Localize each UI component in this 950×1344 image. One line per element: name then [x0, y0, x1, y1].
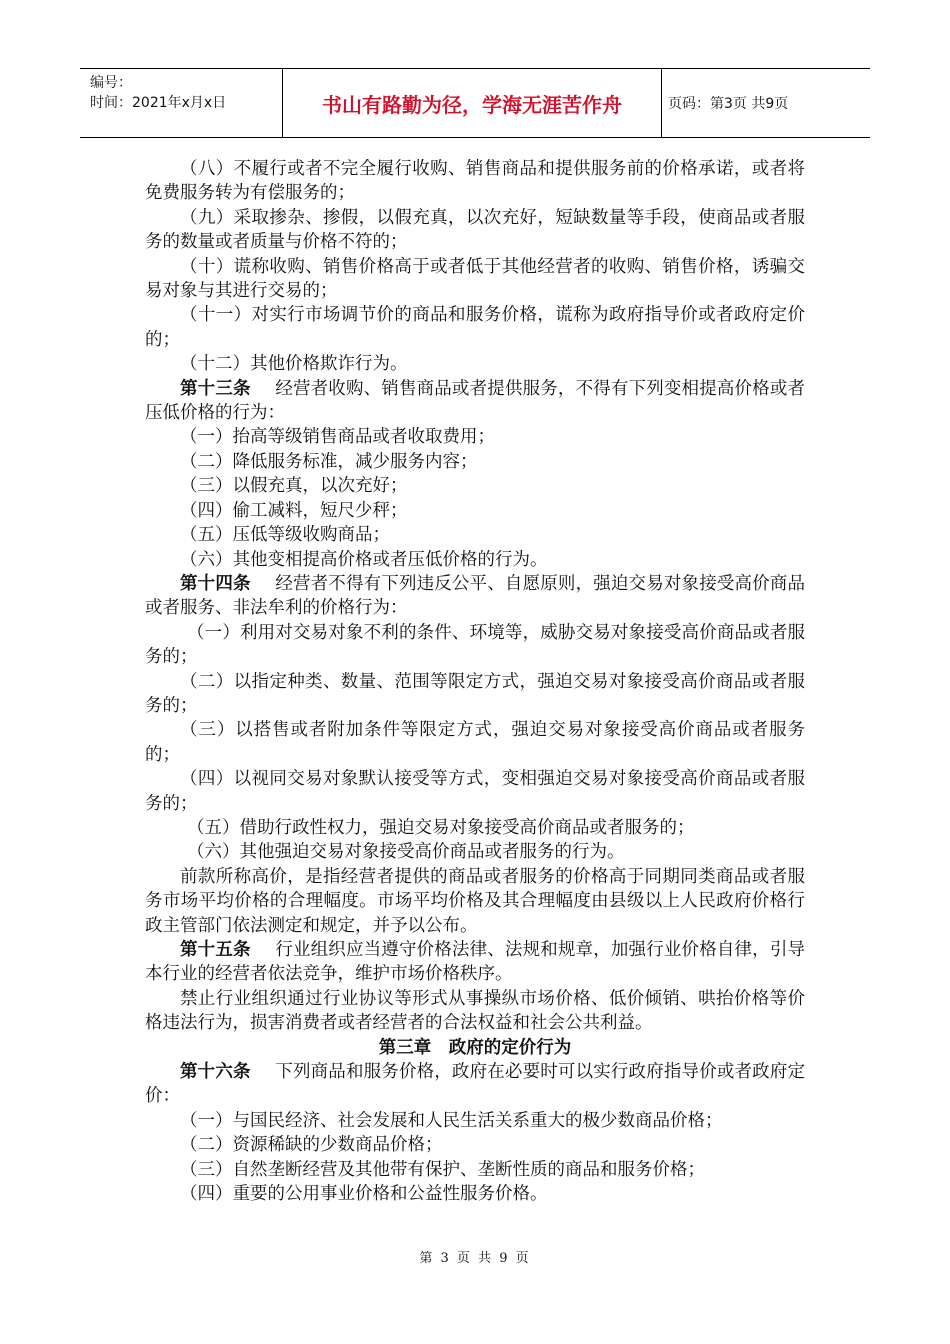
page-footer: 第 3 页 共 9 页	[419, 1251, 531, 1266]
article-16-text: 下列商品和服务价格，政府在必要时可以实行政府指导价或者政府定价：	[145, 1062, 806, 1107]
article-15-title: 第十五条	[180, 940, 251, 960]
document-date: 时间：2021年x月x日	[90, 95, 227, 111]
header-meta	[80, 69, 283, 137]
clause-8: （八）不履行或者不完全履行收购、销售商品和提供服务前的价格承诺，或者将免费服务转为有偿服务的；	[145, 159, 805, 204]
article-14	[145, 572, 805, 621]
article-13	[145, 377, 805, 426]
article-16-item-2: （二）资源稀缺的少数商品价格；	[180, 1135, 443, 1156]
article-14-item-3: （三）以搭售或者附加条件等限定方式，强迫交易对象接受高价商品或者服务的；	[145, 720, 805, 765]
clause-11: （十一）对实行市场调节价的商品和服务价格，谎称为政府指导价或者政府定价的；	[145, 305, 805, 350]
article-14-item-6: （六）其他强迫交易对象接受高价商品或者服务的行为。	[187, 842, 625, 863]
article-16-title: 第十六条	[180, 1062, 251, 1083]
article-15	[145, 938, 805, 987]
article-13-item-3: （三）以假充真，以次充好；	[180, 476, 408, 497]
article-14-item-4: （四）以视同交易对象默认接受等方式，变相强迫交易对象接受高价商品或者服务的；	[145, 769, 805, 814]
article-13-item-1: （一）抬高等级销售商品或者收取费用；	[180, 427, 495, 448]
article-14-title: 第十四条	[180, 573, 251, 594]
document-number: 编号：	[90, 75, 132, 91]
document-body	[145, 157, 805, 1206]
article-14-item-5: （五）借助行政性权力，强迫交易对象接受高价商品或者服务的；	[187, 817, 695, 838]
article-16-item-4: （四）重要的公用事业价格和公益性服务价格。	[180, 1184, 548, 1205]
article-13-item-5: （五）压低等级收购商品；	[180, 525, 390, 546]
article-13-item-6: （六）其他变相提高价格或者压低价格的行为。	[180, 549, 548, 570]
article-13-item-4: （四）偷工减料，短尺少秤；	[180, 500, 408, 521]
article-14-item-1: （一）利用对交易对象不利的条件、环境等，威胁交易对象接受高价商品或者服务的；	[145, 622, 805, 668]
header-page-number: 页码：第3页 共9页	[668, 96, 789, 112]
page-header	[80, 68, 870, 138]
clause-12: （十二）其他价格欺诈行为。	[180, 354, 408, 375]
article-16	[145, 1060, 805, 1109]
chapter-heading: 第三章 政府的定价行为	[378, 1037, 572, 1058]
article-13-text: 经营者收购、销售商品或者提供服务，不得有下列变相提高价格或者压低价格的行为：	[145, 378, 806, 424]
article-16-item-3: （三）自然垄断经营及其他带有保护、垄断性质的商品和服务价格；	[180, 1159, 705, 1180]
article-15-paragraph-2: 禁止行业组织通过行业协议等形式从事操纵市场价格、低价倾销、哄抬价格等价格违法行为，损害消费者或者经营者的合法权益和社会公共利益。	[145, 988, 805, 1034]
article-15-text: 行业组织应当遵守价格法律、法规和规章，加强行业价格自律，引导本行业的经营者依法竞争，维护市场价格秩序。	[145, 940, 806, 985]
header-motto: 书山有路勤为径，学海无涯苦作舟	[283, 69, 662, 137]
article-16-item-1: （一）与国民经济、社会发展和人民生活关系重大的极少数商品价格；	[180, 1110, 723, 1131]
article-13-title: 第十三条	[180, 378, 251, 399]
article-14-note: 前款所称高价，是指经营者提供的商品或者服务的价格高于同期同类商品或者服务市场平均价格的合理幅度。市场平均价格及其合理幅度由县级以上人民政府价格行政主管部门依法测定和规定，并予以公布。	[145, 866, 805, 936]
article-14-text: 经营者不得有下列违反公平、自愿原则，强迫交易对象接受高价商品或者服务、非法牟利的价格行为：	[145, 573, 806, 619]
clause-10: （十）谎称收购、销售价格高于或者低于其他经营者的收购、销售价格，诱骗交易对象与其进行交易的；	[145, 256, 805, 302]
clause-9: （九）采取掺杂、掺假，以假充真，以次充好，短缺数量等手段，使商品或者服务的数量或者质量与价格不符的；	[145, 207, 805, 253]
article-14-item-2: （二）以指定种类、数量、范围等限定方式，强迫交易对象接受高价商品或者服务的；	[145, 671, 805, 716]
article-13-item-2: （二）降低服务标准，减少服务内容；	[180, 451, 478, 472]
